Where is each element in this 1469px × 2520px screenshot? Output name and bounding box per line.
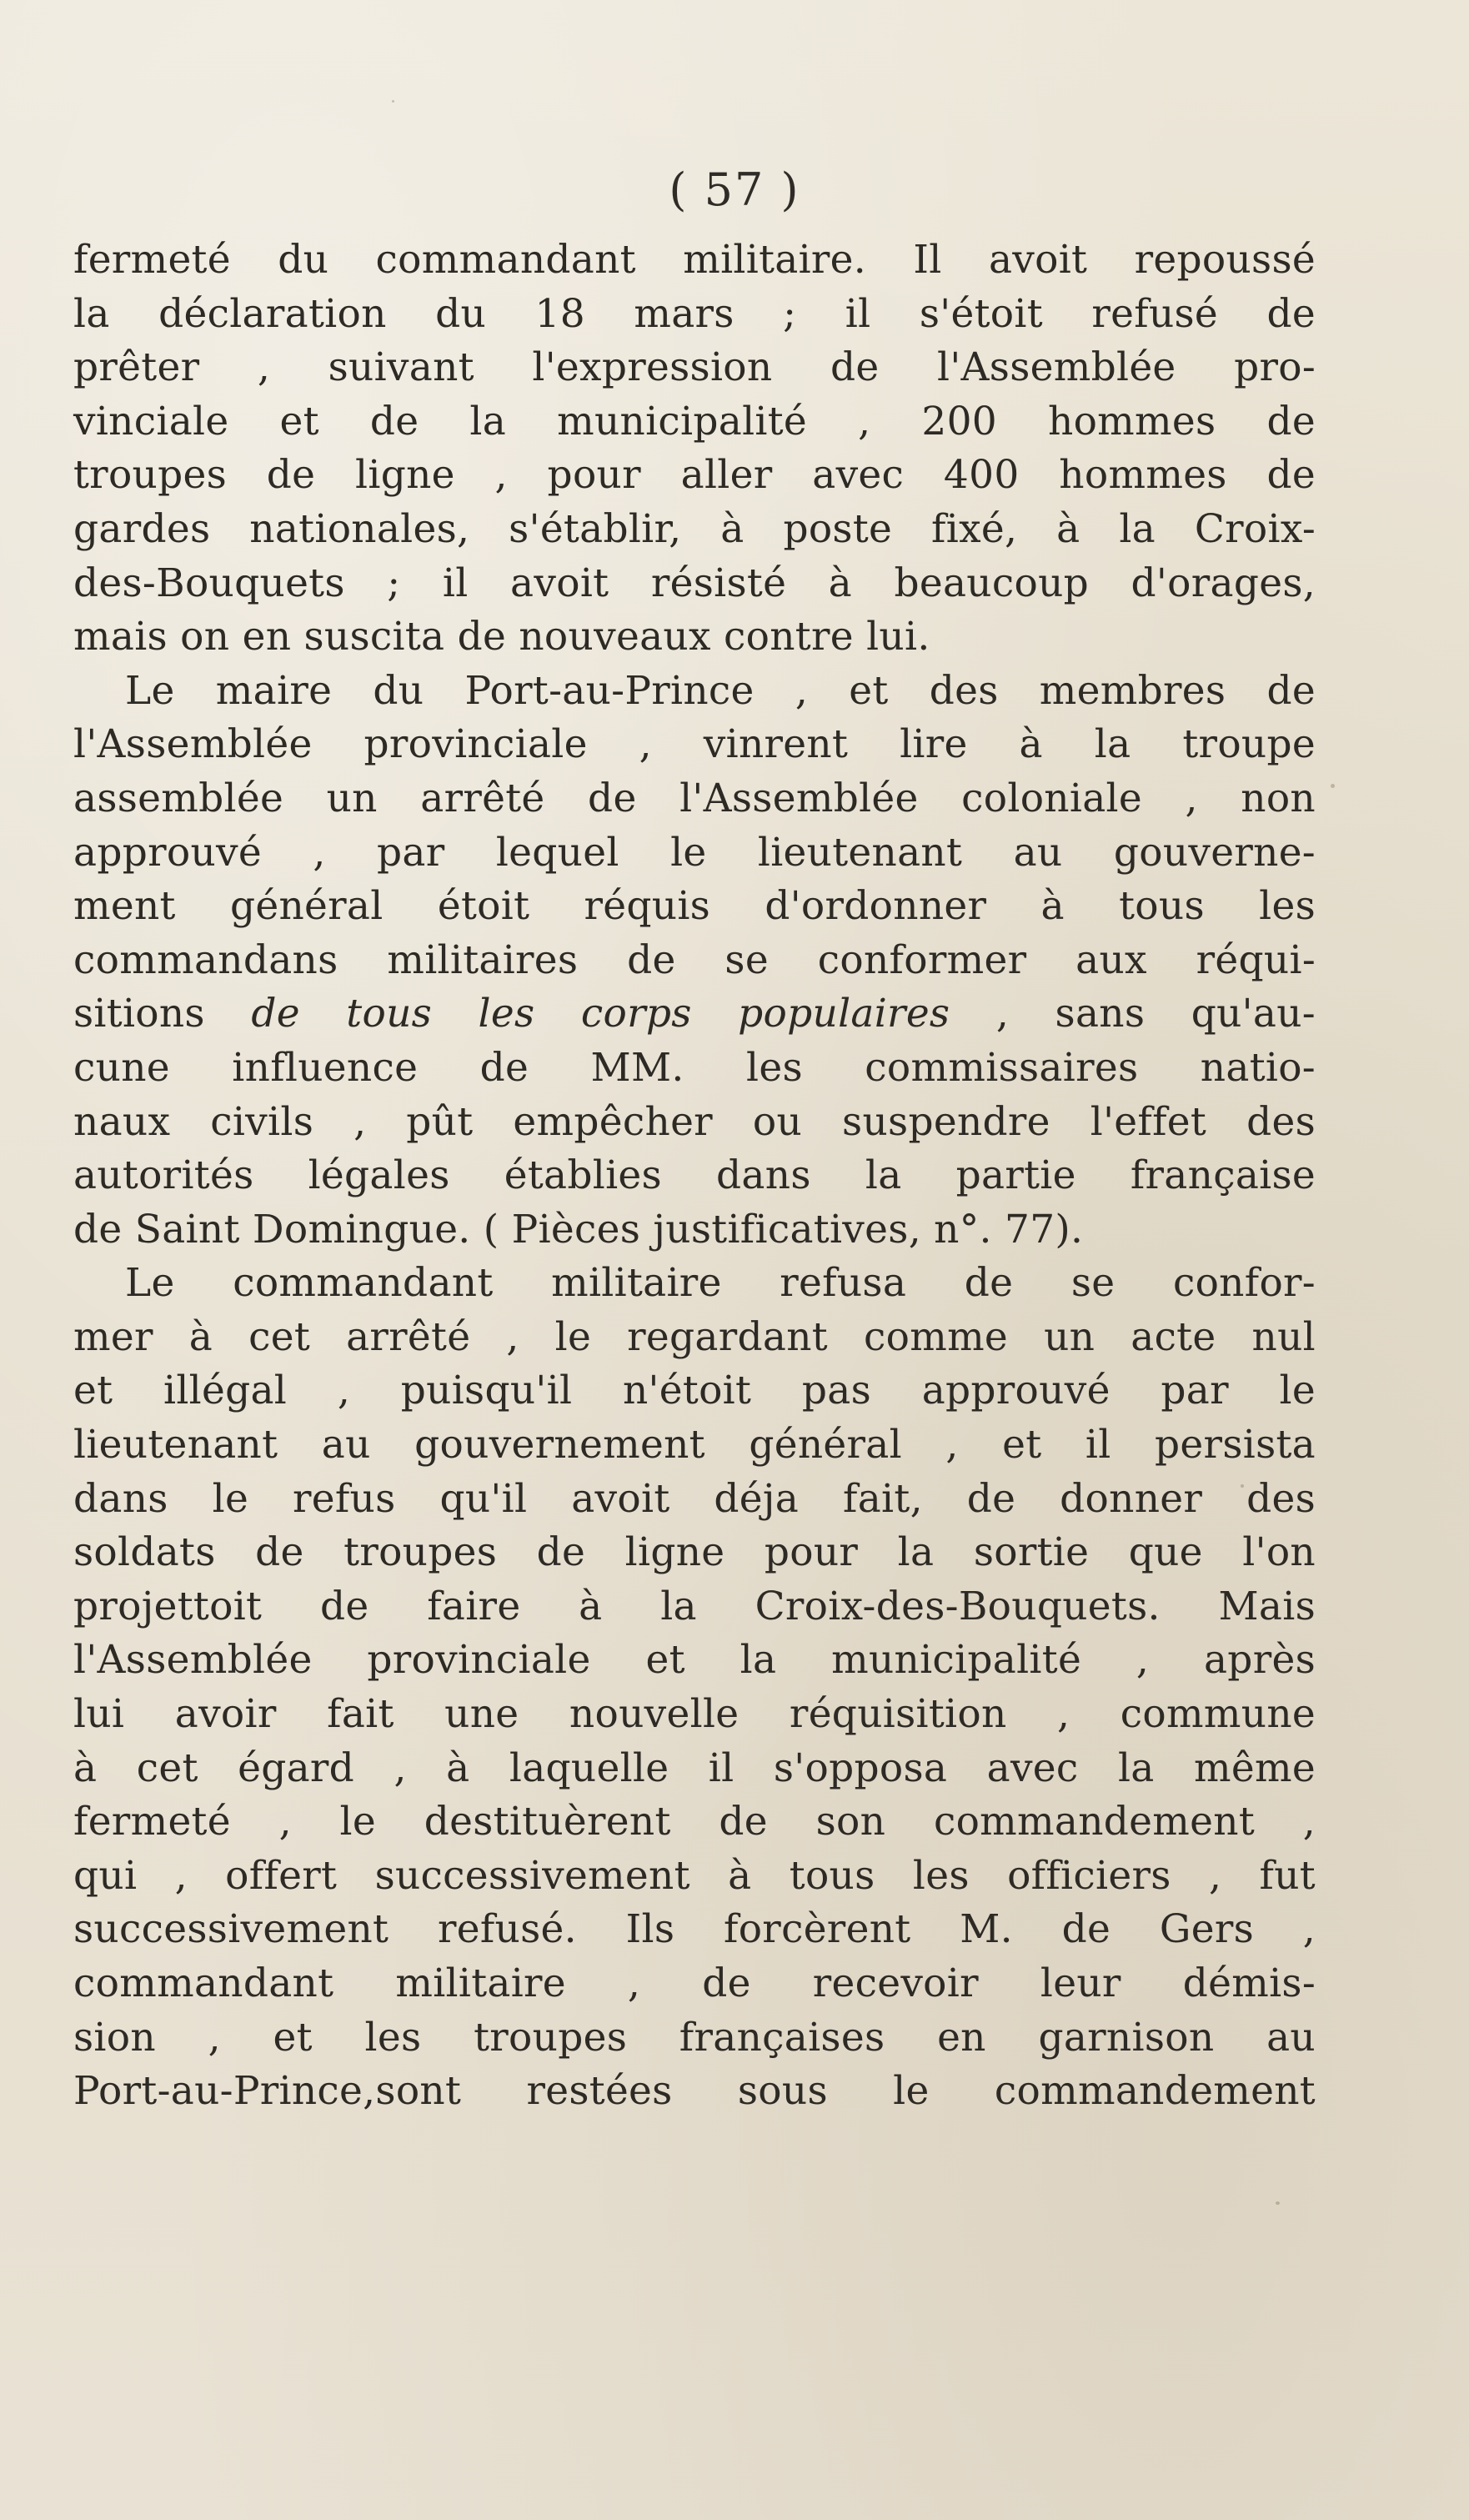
text-line: troupes de ligne , pour aller avec 400 hommes de — [73, 452, 1316, 499]
text-line: commandant militaire , de recevoir leur démis- — [73, 1960, 1316, 2006]
text-line: vinciale et de la municipalité , 200 hommes de — [73, 398, 1316, 444]
text-line: sitions de tous les corps populaires , sans qu'au- — [73, 991, 1316, 1037]
text-line: commandans militaires de se conformer aux réqui- — [73, 936, 1316, 983]
text-line: successivement refusé. Ils forcèrent M. de Gers , — [73, 1906, 1316, 1953]
text-line: la déclaration du 18 mars ; il s'étoit refusé de — [73, 290, 1316, 337]
text-line: l'Assemblée provinciale , vinrent lire à la troupe — [73, 721, 1316, 768]
text-line: lui avoir fait une nouvelle réquisition , commune — [73, 1691, 1316, 1738]
text-line: qui , offert successivement à tous les officiers , fut — [73, 1852, 1316, 1899]
text-line: Port-au-Prince,sont restées sous le commandement — [73, 2068, 1316, 2115]
text-line: naux civils , pût empêcher ou suspendre l'effet des — [73, 1098, 1316, 1145]
text-line: soldats de troupes de ligne pour la sortie que l'on — [73, 1529, 1316, 1576]
text-line: mer à cet arrêté , le regardant comme un acte nul — [73, 1313, 1316, 1360]
text-line: prêter , suivant l'expression de l'Assemblée pro- — [73, 344, 1316, 391]
paper-speck — [1331, 784, 1335, 788]
body-text — [73, 233, 1316, 2119]
text-line: lieutenant au gouvernement général , et il persista — [73, 1422, 1316, 1468]
paper-speck — [1241, 1484, 1244, 1488]
text-line: gardes nationales, s'établir, à poste fixé, à la Croix- — [73, 505, 1316, 552]
text-line: dans le refus qu'il avoit déja fait, de donner des — [73, 1475, 1316, 1522]
text-line: mais on en suscita de nouveaux contre lui. — [73, 614, 930, 660]
italic-phrase: de tous les corps populaires — [251, 991, 950, 1037]
text-line: de Saint Domingue. ( Pièces justificatives, n°. 77). — [73, 1206, 1084, 1252]
text-line: des-Bouquets ; il avoit résisté à beaucoup d'orages, — [73, 560, 1316, 606]
text-line: projettoit de faire à la Croix-des-Bouquets. Mais — [73, 1583, 1316, 1629]
text-line: assemblée un arrêté de l'Assemblée coloniale , non — [73, 775, 1316, 821]
text-line: approuvé , par lequel le lieutenant au gouverne- — [73, 829, 1316, 876]
page-number: ( 57 ) — [669, 163, 800, 216]
text-line: l'Assemblée provinciale et la municipalité , après — [73, 1637, 1316, 1684]
text-line: cune influence de MM. les commissaires natio- — [73, 1044, 1316, 1091]
paragraph-start-line: Le maire du Port-au-Prince , et des membres de — [125, 667, 1316, 714]
text-line: autorités légales établies dans la partie française — [73, 1152, 1316, 1199]
text-line: fermeté , le destituèrent de son commandement , — [73, 1799, 1316, 1845]
paper-speck — [392, 100, 394, 103]
text-line: et illégal , puisqu'il n'étoit pas approuvé par le — [73, 1368, 1316, 1414]
text-line: sion , et les troupes françaises en garnison au — [73, 2014, 1316, 2061]
text-line: ment général étoit réquis d'ordonner à tous les — [73, 883, 1316, 930]
paper-speck — [1276, 2201, 1280, 2205]
text-line: fermeté du commandant militaire. Il avoit repoussé — [73, 237, 1316, 283]
text-line: à cet égard , à laquelle il s'opposa avec la même — [73, 1744, 1316, 1791]
paragraph-start-line: Le commandant militaire refusa de se confor- — [125, 1260, 1316, 1307]
